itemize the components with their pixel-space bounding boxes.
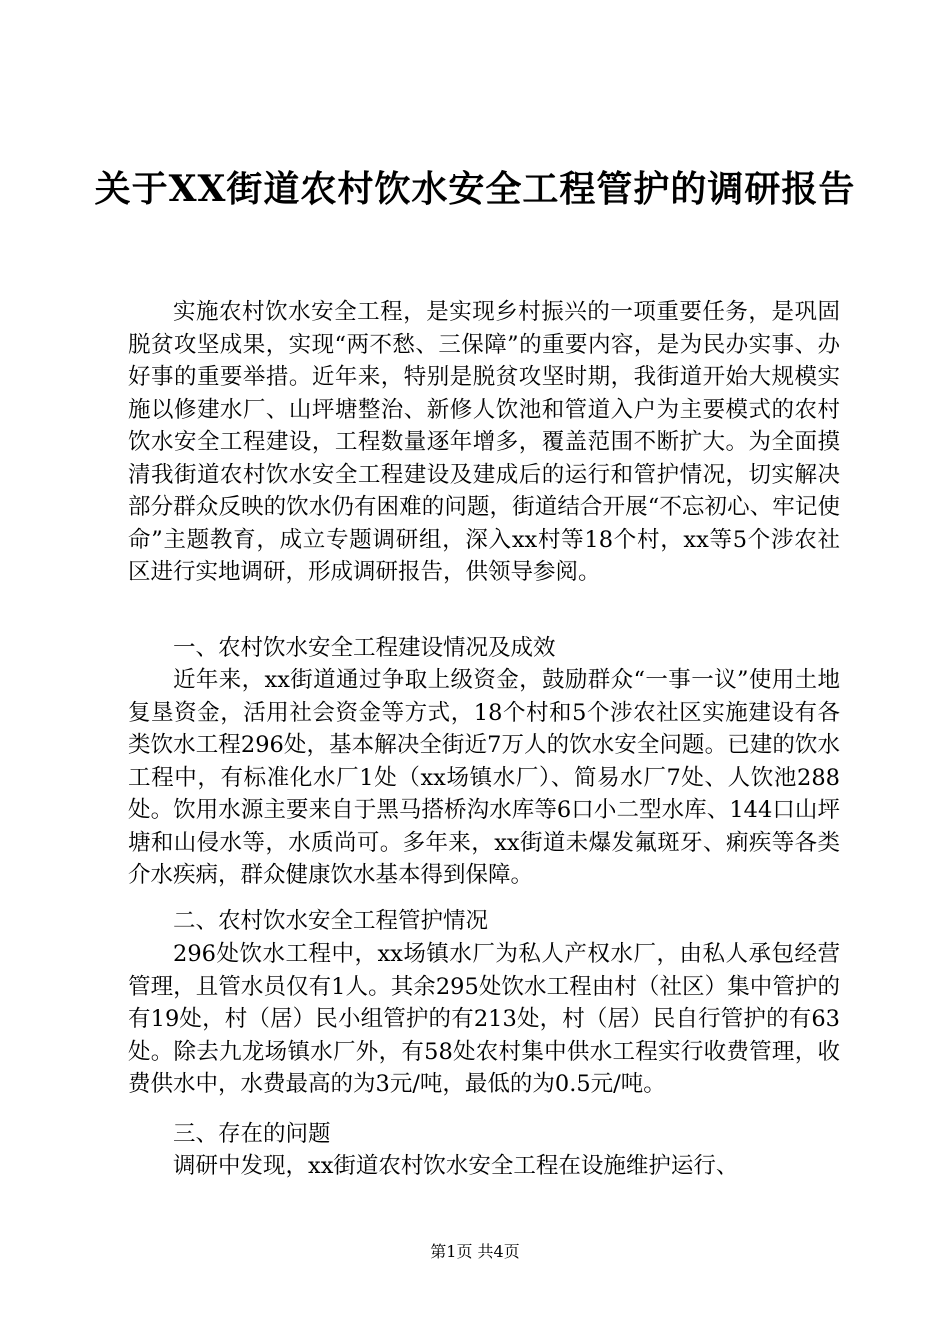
section-2-body: 296处饮水工程中，xx场镇水厂为私人产权水厂，由私人承包经营管理，且管水员仅有1人。其余295处饮水工程由村（社区）集中管护的有19处，村（居）民小组管护的有213处，村（居）民自行管护的有63处。除去九龙场镇水厂外，有58处农村集中供水工程实行收费管理，收费供水中，水费最高的为3元/吨，最低的为0.5元/吨。 (128, 941, 840, 1097)
section-2-heading: 二、农村饮水安全工程管护情况 (173, 908, 489, 934)
section-1-body: 近年来，xx街道通过争取上级资金，鼓励群众“一事一议”使用土地复垦资金，活用社会资金等方式，18个村和5个涉农社区实施建设有各类饮水工程296处，基本解决全街近7万人的饮水安全问题。已建的饮水工程中，有标准化水厂1处（xx场镇水厂）、简易水厂7处、人饮池288处。饮用水源主要来自于黑马搭桥沟水库等6口小二型水库、144口山坪塘和山侵水等，水质尚可。多年来，xx街道未爆发氟斑牙、痢疾等各类介水疾病，群众健康饮水基本得到保障。 (128, 667, 840, 888)
document-title: 关于XX街道农村饮水安全工程管护的调研报告 (94, 168, 856, 210)
intro-paragraph: 实施农村饮水安全工程，是实现乡村振兴的一项重要任务，是巩固脱贫攻坚成果，实现“两不愁、三保障”的重要内容，是为民办实事、办好事的重要举措。近年来，特别是脱贫攻坚时期，我街道开始大规模实施以修建水厂、山坪塘整治、新修人饮池和管道入户为主要模式的农村饮水安全工程建设，工程数量逐年增多，覆盖范围不断扩大。为全面摸清我街道农村饮水安全工程建设及建成后的运行和管护情况，切实解决部分群众反映的饮水仍有困难的问题，街道结合开展“不忘初心、牢记使命”主题教育，成立专题调研组，深入xx村等18个村，xx等5个涉农社区进行实地调研，形成调研报告，供领导参阅。 (128, 299, 840, 585)
section-1-heading: 一、农村饮水安全工程建设情况及成效 (173, 635, 556, 661)
page-footer: 第1页 共4页 (430, 1242, 520, 1261)
section-3-body: 调研中发现，xx街道农村饮水安全工程在设施维护运行、 (173, 1153, 739, 1179)
section-3-heading: 三、存在的问题 (173, 1121, 331, 1147)
